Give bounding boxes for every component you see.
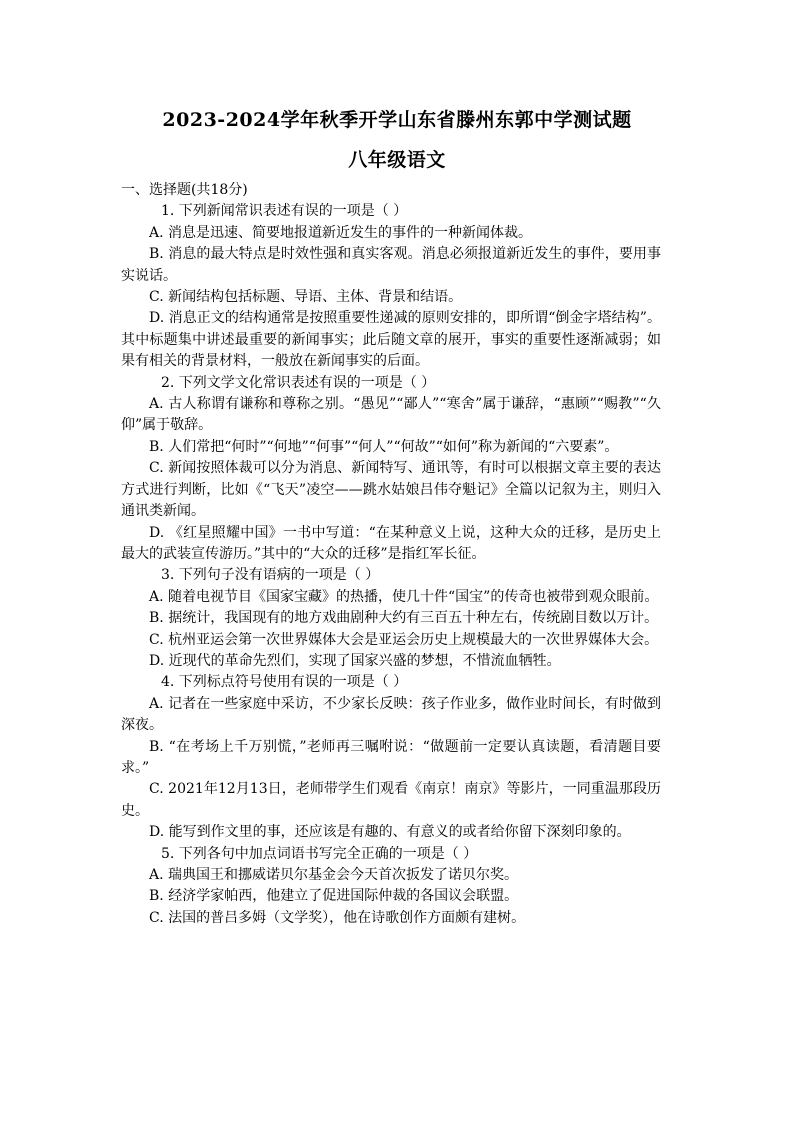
question-4-option-b: B. “在考场上千万别慌，”老师再三嘱咐说：“做题前一定要认真读题，看清题目要求。”: [121, 738, 661, 776]
section-heading: 一、选择题(共18分): [121, 182, 248, 198]
question-3-option-d: D. 近现代的革命先烈们，实现了国家兴盛的梦想，不惜流血牺牲。: [149, 652, 561, 669]
question-4-option-a: A. 记者在一些家庭中采访，不少家长反映：孩子作业多，做作业时间长，有时做到深夜。: [121, 695, 661, 734]
question-5-option-c: C. 法国的普吕多姆（文学奖），他在诗歌创作方面颇有建树。: [149, 909, 526, 926]
question-5-option-a: A. 瑞典国王和挪威诺贝尔基金会今天首次扳发了诺贝尔奖。: [149, 867, 519, 883]
question-4-option-d: D. 能写到作文里的事，还应该是有趣的、有意义的或者给你留下深刻印象的。: [149, 824, 631, 841]
question-3-stem: 3. 下列句子没有语病的一项是（ ）: [161, 567, 380, 584]
question-5-stem: 5. 下列各句中加点词语书写完全正确的一项是（ ）: [161, 845, 478, 862]
question-5-option-b: B. 经济学家帕西，他建立了促进国际仲裁的各国议会联盟。: [149, 888, 519, 905]
exam-title: 2023-2024学年秋季开学山东省滕州东郭中学测试题: [162, 109, 632, 131]
question-2-option-c: C. 新闻按照体裁可以分为消息、新闻特写、通讯等，有时可以根据文章主要的表达方式进行判断，比如《“飞天”凌空——跳水姑娘吕伟夺魁记》全篇以记叙为主，则归入通讯类新闻。: [121, 460, 661, 520]
question-3-option-a: A. 随着电视节目《国家宝藏》的热播，使几十件“国宝”的传奇也被带到观众眼前。: [149, 588, 659, 605]
question-1-stem: 1. 下列新闻常识表述有误的一项是（ ）: [161, 203, 408, 220]
question-3-option-b: B. 据统计，我国现有的地方戏曲剧种大约有三百五十种左右，传统剧目数以万计。: [149, 610, 659, 627]
question-1-option-b: B. 消息的最大特点是时效性强和真实客观。消息必须报道新近发生的事件，要用事实说话。: [121, 246, 661, 284]
exam-subtitle: 八年级语文: [348, 149, 446, 171]
question-2-stem: 2. 下列文学文化常识表述有误的一项是（ ）: [161, 374, 436, 391]
question-1-option-d: D. 消息正文的结构通常是按照重要性递减的原则安排的，即所谓“倒金字塔结构”。其中标题集中讲述最重要的新闻事实；此后随文章的展开，事实的重要性逐渐减弱；如果有相关的背景材料，一般放在新闻事实的后面。: [121, 310, 661, 370]
question-4-stem: 4. 下列标点符号使用有误的一项是（ ）: [161, 674, 408, 691]
question-2-option-d: D. 《红星照耀中国》一书中写道：“在某种意义上说，这种大众的迁移，是历史上最大的武装宣传游历。”其中的“大众的迁移”是指红军长征。: [121, 524, 661, 562]
question-1-option-a: A. 消息是迅速、简要地报道新近发生的事件的一种新闻体裁。: [149, 224, 533, 241]
question-2-option-a: A. 古人称谓有谦称和尊称之别。“愚见”“鄙人”“寒舍”属于谦辞，“惠顾”“赐教”“久仰”属于敬辞。: [121, 396, 661, 434]
question-4-option-c: C. 2021年12月13日，老师带学生们观看《南京！南京》等影片，一同重温那段历史。: [121, 781, 661, 819]
question-2-option-b: B. 人们常把“何时”“何地”“何事”“何人”“何故”“如何”称为新闻的“六要素”。: [149, 438, 619, 455]
question-1-option-c: C. 新闻结构包括标题、导语、主体、背景和结语。: [149, 289, 463, 306]
exam-body: [121, 180, 661, 929]
question-3-option-c: C. 杭州亚运会第一次世界媒体大会是亚运会历史上规模最大的一次世界媒体大会。: [149, 631, 659, 648]
